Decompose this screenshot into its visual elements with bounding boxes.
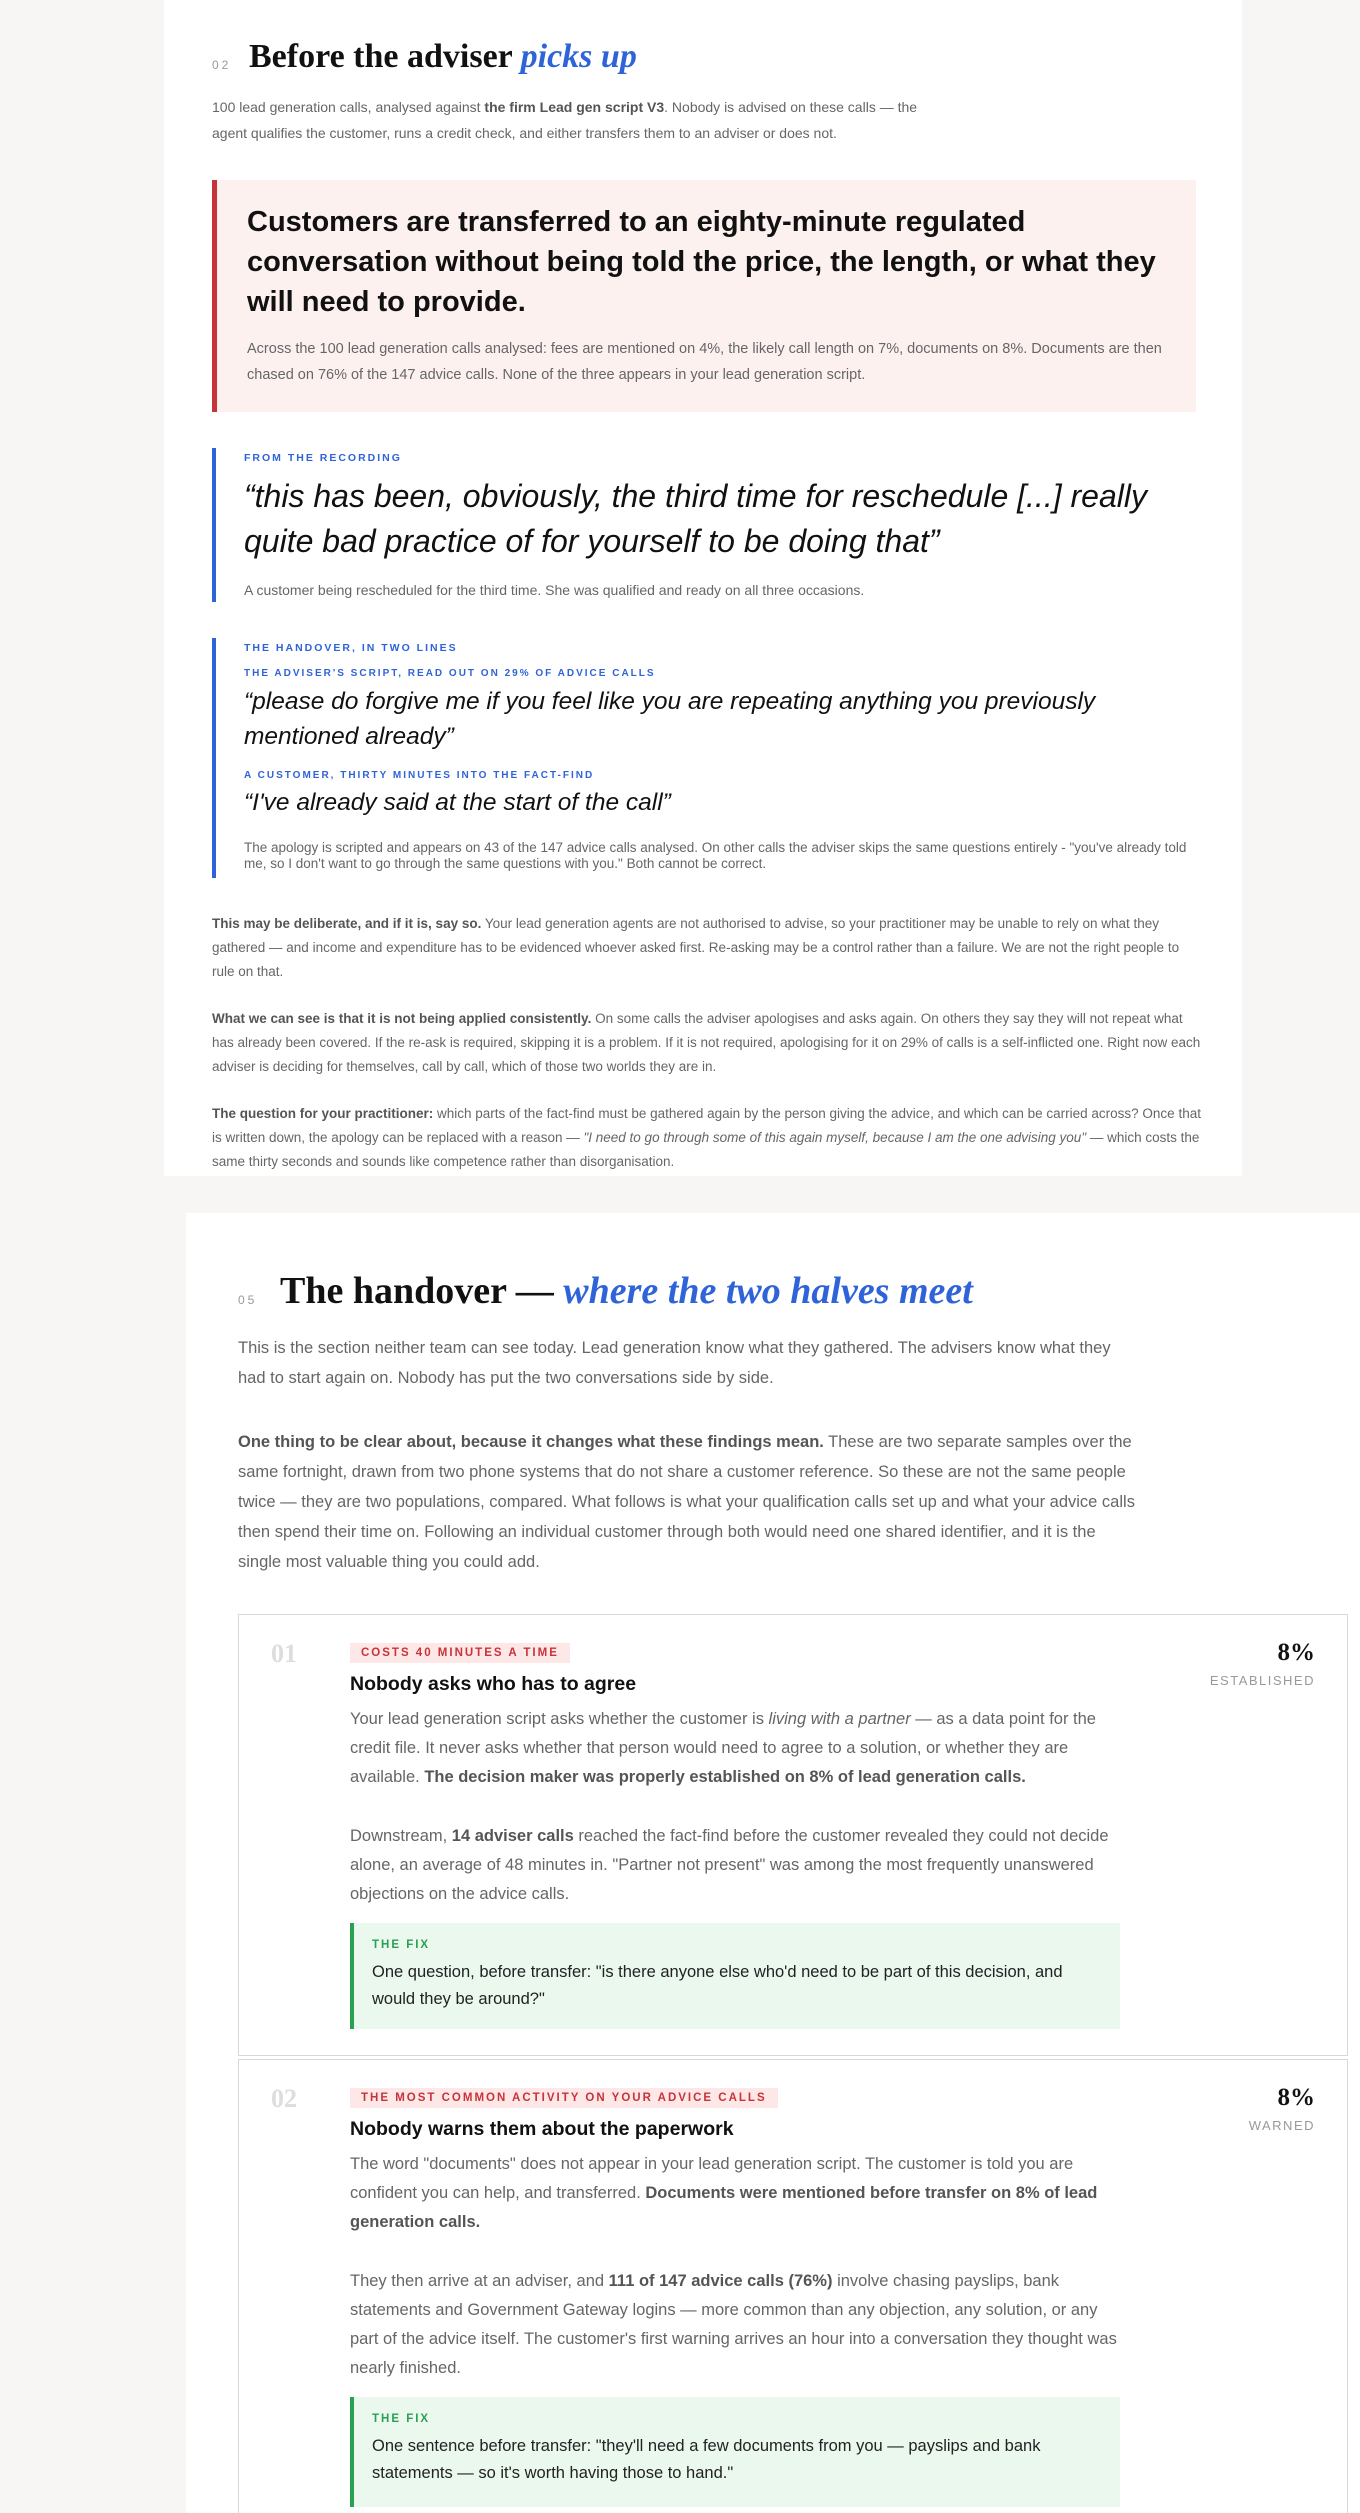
issue-text-italic: living with a partner (768, 1710, 911, 1728)
issue-tag: THE MOST COMMON ACTIVITY ON YOUR ADVICE CALLS (350, 2088, 778, 2108)
issue-number: 02 (271, 2084, 297, 2113)
section-title-main: The handover — (280, 1270, 564, 1312)
section-handover (186, 1213, 1360, 2513)
paragraph-text: On some calls the adviser apologises and asks again. On others they say they will not repeat what has already been covered. If the re-ask is required, skipping it is a problem. If it is not required, apologising for it on 29% of calls is a self-inflicted one. Right now each adviser is deciding for themselves, call by call, which of those two worlds they are in. (212, 1011, 1201, 1074)
issue-text: reached the fact-find before the customer revealed they could not decide alone, an average of 48 minutes in. "Partner not present" was among the most frequently unanswered objections on the advice calls. (350, 1827, 1109, 1903)
intro-text-cont: . Nobody is advised on these calls — the (664, 99, 918, 115)
paragraph-consistency (212, 1007, 1202, 1079)
key-finding-headline: Customers are transferred to an eighty-minute regulated conversation without being told the price, the length, or what they will need to provide. (247, 206, 1156, 318)
issue-text: Your lead generation script asks whether the customer is (350, 1710, 769, 1728)
issue-text: They then arrive at an adviser, and (350, 2272, 609, 2290)
issue-paragraph (350, 2150, 1120, 2237)
paragraph-text: which parts of the fact-find must be gathered again by the person giving the advice, and which can be carried across? Once that is written down, the apology can be replaced with a reason — (212, 1106, 1201, 1145)
recording-quote-block (212, 448, 1212, 602)
issue-key-stat: Documents were mentioned before transfer on 8% of lead generation calls. (350, 2184, 1098, 2231)
issue-paragraph (350, 1705, 1120, 1792)
script-quote: “please do forgive me if you feel like you are repeating anything you previously mentioned already” (244, 688, 1096, 750)
methodology-note (238, 1427, 1138, 1577)
issue-paragraph (350, 1822, 1120, 1909)
section-title (280, 1269, 973, 1313)
section-title-accent: picks up (520, 38, 637, 75)
section-title-main: Before the adviser (249, 38, 521, 75)
issue-text: involve chasing payslips, bank statements and Government Gateway logins — more common than any objection, any solution, or any part of the advice itself. The customer's first warning arrives an hour into a conversation they thought was nearly finished. (350, 2272, 1117, 2377)
key-finding-callout (212, 180, 1196, 412)
issue-number: 01 (271, 1639, 297, 1668)
issue-percentage-label: WARNED (1248, 2118, 1315, 2133)
suggested-wording: "I need to go through some of this again myself, because I am the one advising you" (583, 1130, 1087, 1145)
fix-label: THE FIX (372, 1939, 431, 1951)
section-title-accent: where the two halves meet (563, 1270, 973, 1312)
section-number: 05 (238, 1293, 258, 1307)
issue-title: Nobody warns them about the paperwork (350, 2118, 734, 2140)
intro-text-line2: agent qualifies the customer, runs a credit check, and either transfers them to an adviser or does not. (212, 125, 837, 141)
intro-text: 100 lead generation calls, analysed against (212, 99, 485, 115)
customer-label: A CUSTOMER, THIRTY MINUTES INTO THE FACT-FIND (244, 770, 595, 781)
issue-percentage: 8% (1277, 2084, 1315, 2111)
issue-key-stat: 111 of 147 advice calls (76%) (608, 2272, 833, 2290)
handover-caption: The apology is scripted and appears on 43 of the 147 advice calls analysed. On other calls the adviser skips the same questions entirely - "you've already told me, so I don't want to go through the same questions with you." Both cannot be correct. (244, 840, 1187, 871)
recording-label: FROM THE RECORDING (244, 452, 402, 464)
intro-script-name: the firm Lead gen script V3 (484, 99, 665, 115)
paragraph-lead: What we can see is that it is not being applied consistently. (212, 1011, 592, 1026)
paragraph-text: Your lead generation agents are not authorised to advise, so your practitioner may be unable to rely on what they gathered — and income and expenditure has to be evidenced whoever asked first. Re-asking may be a control rather than a failure. We are not the right people to rule on that. (212, 916, 1180, 979)
key-finding-detail: Across the 100 lead generation calls analysed: fees are mentioned on 4%, the likely call length on 7%, documents on 8%. Documents are then chased on 76% of the 147 advice calls. None of the three appears in your lead generation script. (247, 341, 1162, 383)
issue-key-stat: The decision maker was properly established on 8% of lead generation calls. (424, 1768, 1026, 1786)
issue-card (238, 1614, 1348, 2056)
issue-title: Nobody asks who has to agree (350, 1673, 637, 1695)
paragraph-deliberate (212, 912, 1202, 984)
issue-paragraph (350, 2267, 1120, 2383)
section-intro (212, 94, 1172, 146)
methodology-text: These are two separate samples over the same fortnight, drawn from two phone systems that do not share a customer reference. So these are not the same people twice — they are two populations, compared. What follows is what your qualification calls set up and what your advice calls then spend their time on. Following an individual customer through both would need one shared identifier, and it is the single most valuable thing you could add. (238, 1433, 1135, 1571)
fix-callout (350, 2397, 1120, 2507)
section-title (249, 38, 637, 76)
handover-label: THE HANDOVER, IN TWO LINES (244, 642, 458, 654)
methodology-lead: One thing to be clear about, because it changes what these findings mean. (238, 1433, 824, 1451)
paragraph-lead: The question for your practitioner: (212, 1106, 434, 1121)
recording-quote: “this has been, obviously, the third time for reschedule [...] really quite bad practice of for yourself to be doing that” (244, 478, 1147, 559)
issue-text: — as a data point for the credit file. It never asks whether that person would need to agree to a solution, or whether they are available. (350, 1710, 1096, 1786)
script-label: THE ADVISER'S SCRIPT, READ OUT ON 29% OF ADVICE CALLS (244, 668, 656, 679)
issue-text: Downstream, (350, 1827, 452, 1845)
customer-quote: “I've already said at the start of the call” (244, 789, 671, 816)
paragraph-practitioner-question (212, 1102, 1202, 1174)
handover-quote-block (212, 638, 1212, 878)
section-intro: This is the section neither team can see today. Lead generation know what they gathered. The advisers know what they had to start again on. Nobody has put the two conversations side by side. (238, 1339, 1111, 1387)
section-number: 02 (212, 58, 232, 72)
issue-card (238, 2059, 1348, 2513)
fix-callout (350, 1923, 1120, 2029)
fix-text: One sentence before transfer: "they'll need a few documents from you — payslips and bank statements — so it's worth having those to hand." (372, 2437, 1041, 2482)
recording-caption: A customer being rescheduled for the third time. She was qualified and ready on all three occasions. (244, 582, 865, 598)
fix-label: THE FIX (372, 2413, 431, 2425)
fix-text: One question, before transfer: "is there anyone else who'd need to be part of this decision, and would they be around?" (372, 1963, 1063, 2008)
issue-tag: COSTS 40 MINUTES A TIME (350, 1643, 570, 1663)
paragraph-text-end: — which costs the same thirty seconds and sounds like competence rather than disorganisation. (212, 1130, 1200, 1169)
issue-percentage: 8% (1277, 1639, 1315, 1666)
issue-text: The word "documents" does not appear in your lead generation script. The customer is told you are confident you can help, and transferred. (350, 2155, 1074, 2202)
issue-percentage-label: ESTABLISHED (1209, 1673, 1315, 1688)
issue-key-stat: 14 adviser calls (451, 1827, 574, 1845)
section-before-adviser (164, 0, 1242, 1176)
paragraph-lead: This may be deliberate, and if it is, say so. (212, 916, 482, 931)
